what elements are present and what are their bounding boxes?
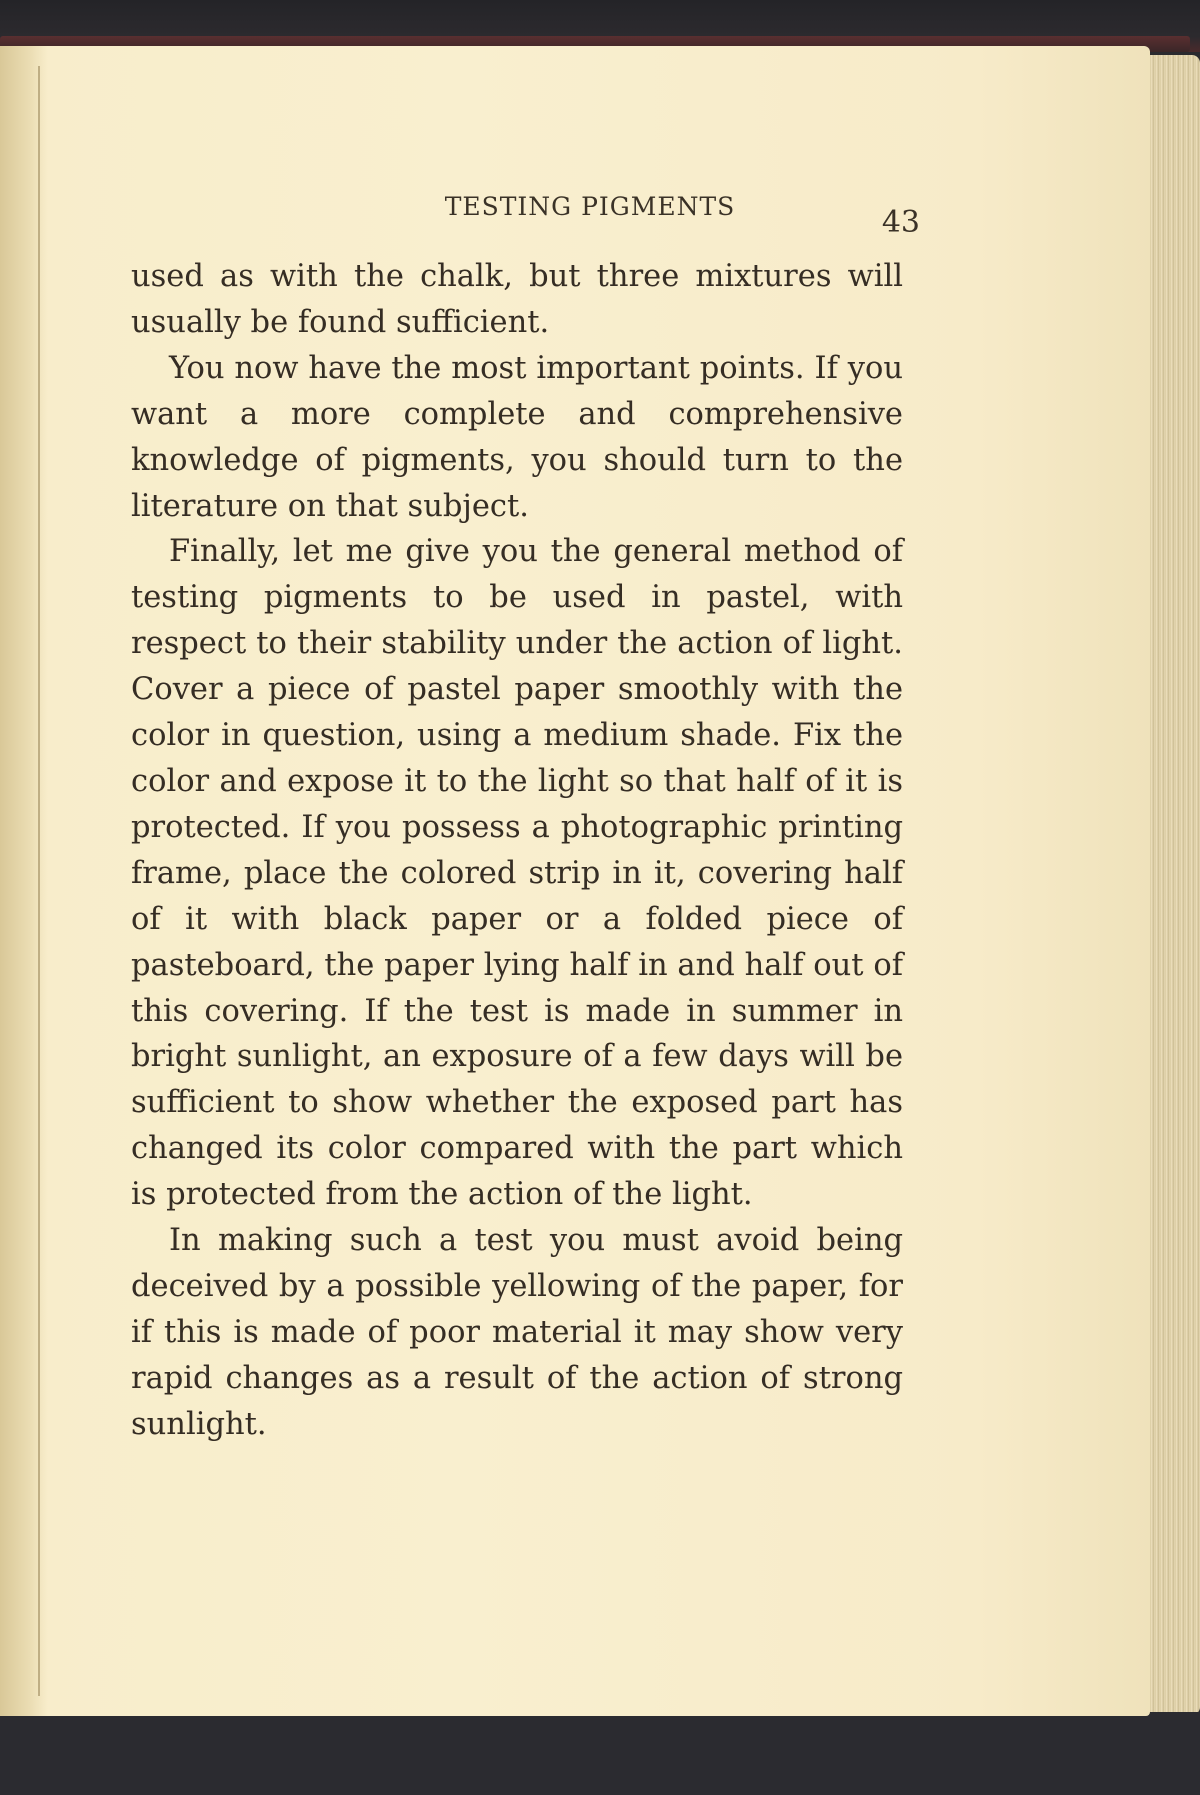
paragraph: In making such a test you must avoid being deceived by a possible yellowing of the paper, for if this is made of poor material it may show very rapid changes as a result of the action of strong sunlight. xyxy=(131,1223,903,1442)
body-text xyxy=(131,254,903,1448)
gutter-line xyxy=(38,66,40,1696)
page-number: 43 xyxy=(881,205,920,240)
paragraph: used as with the chalk, but three mixtures will usually be found sufficient. xyxy=(131,259,903,340)
book-bottom-edge xyxy=(0,1712,1200,1795)
paragraph: Finally, let me give you the general method of testing pigments to be used in pastel, with respect to their stability under the action of light. Cover a piece of pastel paper smoothly with the color in question, using a medium shade. Fix the color and expose it to the light so that half of it is protected. If you possess a photographic printing frame, place the colored strip in it, covering half of it with black paper or a folded piece of pasteboard, the paper lying half in and half out of this covering. If the test is made in summer in bright sunlight, an exposure of a few days will be sufficient to show whether the exposed part has changed its color compared with the part which is protected from the action of the light. xyxy=(131,534,903,1213)
paragraph: You now have the most important points. If you want a more complete and comprehensive knowledge of pigments, you should turn to the literature on that subject. xyxy=(131,350,903,524)
gutter-shadow xyxy=(0,46,48,1716)
running-head: TESTING PIGMENTS xyxy=(444,192,736,221)
